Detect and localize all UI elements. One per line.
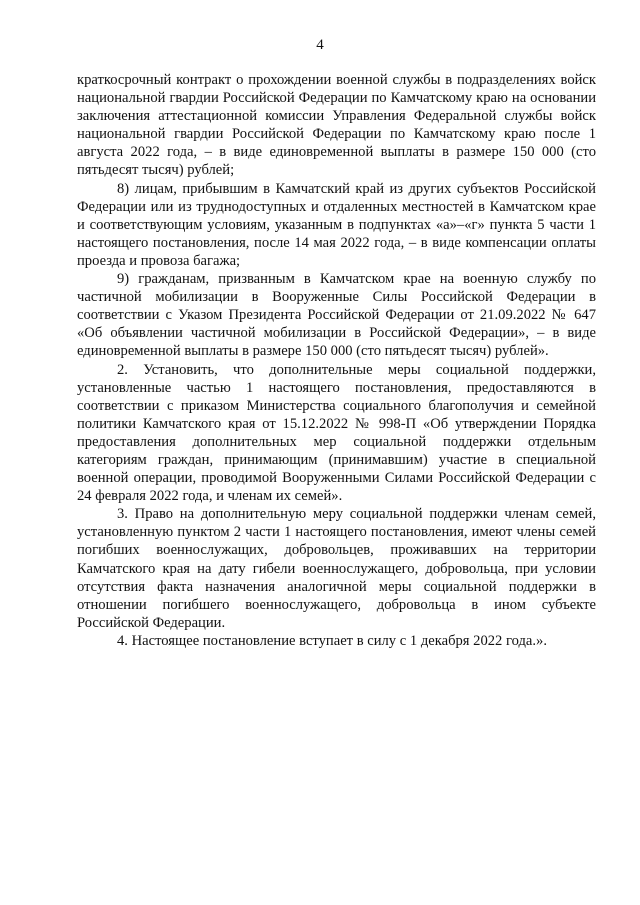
paragraph-section-4: 4. Настоящее постановление вступает в силу с 1 декабря 2022 года.». <box>117 632 547 649</box>
paragraph-item-9: 9) гражданам, призванным в Камчатском крае на военную службу по частичной мобилизации в Вооруженные Силы Российской Федерации в соответствии с Указом Президента Российской Федерации от 21.09.2022 № 647 «Об объявлении частичной мобилизации в Российской Федерации», – в виде единовременной выплаты в размере 150 000 (сто пятьдесят тысяч) рублей». <box>77 271 596 360</box>
page-number: 4 <box>316 37 324 53</box>
paragraph-section-3: 3. Право на дополнительную меру социальной поддержки членам семей, установленную пунктом 2 части 1 настоящего постановления, имеют члены семей погибших военнослужащих, добровольцев, проживавших на территории Камчатского края на дату гибели военнослужащего, добровольца, при условии отсутствия факта назначения аналогичной меры социальной поддержки в отношении погибшего военнослужащего, добровольца в ином субъекте Российской Федерации. <box>77 506 596 631</box>
paragraph-continuation: краткосрочный контракт о прохождении военной службы в подразделениях войск национальной гвардии Российской Федерации по Камчатскому краю на основании заключения аттестационной комиссии Управления Федеральной службы войск национальной гвардии Российской Федерации по Камчатскому краю после 1 августа 2022 года, – в виде единовременной выплаты в размере 150 000 (сто пятьдесят тысяч) рублей; <box>77 72 596 179</box>
paragraph-section-2: 2. Установить, что дополнительные меры социальной поддержки, установленные частью 1 настоящего постановления, предоставляются в соответствии с приказом Министерства социального благополучия и семейной политики Камчатского края от 15.12.2022 № 998-П «Об утверждении Порядка предоставления дополнительных мер социальной поддержки отдельным категориям граждан, принимающим (принимавшим) участие в специальной военной операции, проводимой Вооруженными Силами Российской Федерации с 24 февраля 2022 года, и членам их семей». <box>77 361 596 505</box>
paragraph-item-8: 8) лицам, прибывшим в Камчатский край из других субъектов Российской Федерации или из труднодоступных и отдаленных местностей в Камчатском крае и соответствующим условиям, указанным в подпунктах «а»–«г» пункта 5 части 1 настоящего постановления, после 14 мая 2022 года, – в виде компенсации оплаты проезда и провоза багажа; <box>77 180 596 269</box>
document-body <box>77 71 596 650</box>
